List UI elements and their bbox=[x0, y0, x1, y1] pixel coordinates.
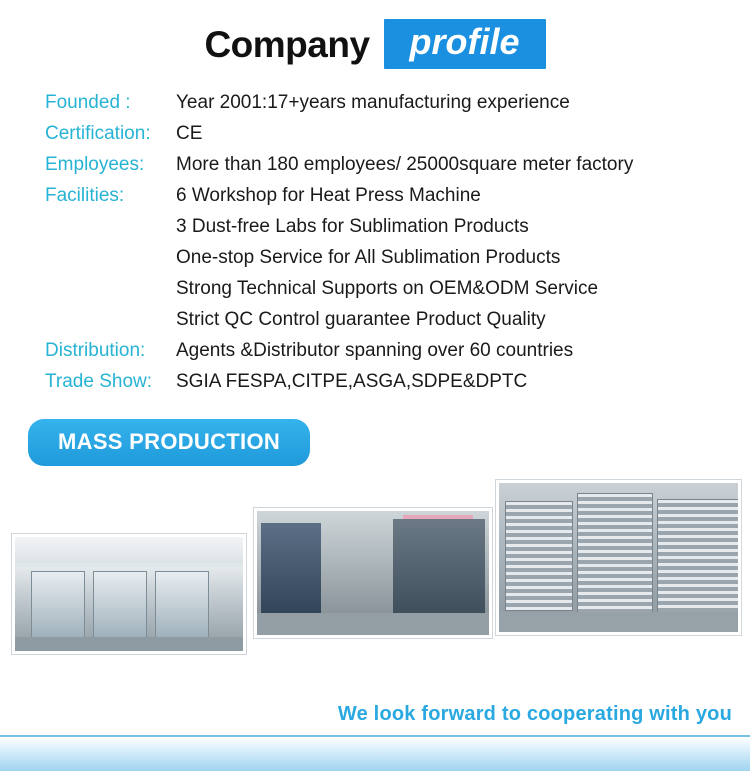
photo-3-floor bbox=[499, 612, 738, 632]
info-row-facilities bbox=[45, 185, 730, 207]
title-word-company: Company bbox=[204, 23, 370, 65]
footer-tagline: We look forward to cooperating with you bbox=[337, 703, 732, 725]
info-value-trade-show: SGIA FESPA,CITPE,ASGA,SDPE&DPTC bbox=[176, 371, 528, 392]
info-label-founded: Founded : bbox=[45, 92, 131, 113]
photo-3-frame-stack bbox=[577, 493, 653, 613]
photo-1-ceiling bbox=[15, 537, 243, 563]
info-row-founded bbox=[45, 92, 730, 114]
info-row-employees bbox=[45, 154, 730, 176]
info-row-distribution bbox=[45, 340, 730, 362]
photo-2-rack-left bbox=[261, 523, 321, 619]
facility-extra-text: Strong Technical Supports on OEM&ODM Service bbox=[176, 278, 599, 299]
mass-production-banner: MASS PRODUCTION bbox=[28, 419, 310, 466]
info-value-certification: CE bbox=[176, 123, 203, 144]
photo-1-machine bbox=[31, 571, 85, 639]
info-label-facilities: Facilities: bbox=[45, 185, 125, 206]
photo-warehouse-storage-aisle bbox=[254, 508, 492, 638]
photo-1-image bbox=[15, 537, 243, 651]
info-value-distribution: Agents &Distributor spanning over 60 countries bbox=[176, 340, 574, 361]
page-title bbox=[0, 0, 750, 70]
title-badge-profile: profile bbox=[384, 19, 546, 69]
footer-gradient-bar bbox=[0, 737, 750, 771]
info-label-trade-show: Trade Show: bbox=[45, 371, 153, 392]
photo-heat-press-machine-workshop bbox=[12, 534, 246, 654]
photo-3-image bbox=[499, 483, 738, 632]
info-label-distribution: Distribution: bbox=[45, 340, 146, 361]
info-label-employees: Employees: bbox=[45, 154, 145, 175]
info-row-trade-show bbox=[45, 371, 730, 393]
photo-gallery bbox=[0, 480, 750, 660]
photo-3-frame-stack bbox=[505, 501, 573, 611]
photo-1-machine bbox=[155, 571, 209, 639]
facility-extra-text: One-stop Service for All Sublimation Products bbox=[176, 247, 561, 268]
info-row-certification bbox=[45, 123, 730, 145]
footer bbox=[0, 703, 750, 771]
facility-extra-item bbox=[45, 278, 730, 300]
info-value-founded: Year 2001:17+years manufacturing experience bbox=[176, 92, 570, 113]
photo-3-frame-stack bbox=[657, 499, 739, 613]
mass-production-banner-wrap bbox=[0, 419, 750, 466]
photo-2-image bbox=[257, 511, 489, 635]
facility-extra-text: 3 Dust-free Labs for Sublimation Products bbox=[176, 216, 529, 237]
photo-2-floor bbox=[257, 613, 489, 635]
company-info-list bbox=[0, 92, 750, 393]
facility-extra-item bbox=[45, 309, 730, 331]
facility-extra-item bbox=[45, 247, 730, 269]
photo-stacked-metal-frames-yard bbox=[496, 480, 741, 635]
info-label-certification: Certification: bbox=[45, 123, 151, 144]
photo-1-floor bbox=[15, 637, 243, 651]
info-value-employees: More than 180 employees/ 25000square meter factory bbox=[176, 154, 634, 175]
photo-1-machine bbox=[93, 571, 147, 639]
photo-2-rack-right bbox=[393, 519, 485, 623]
facility-extra-item bbox=[45, 216, 730, 238]
facility-extra-text: Strict QC Control guarantee Product Quality bbox=[176, 309, 546, 330]
info-value-facilities: 6 Workshop for Heat Press Machine bbox=[176, 185, 481, 206]
